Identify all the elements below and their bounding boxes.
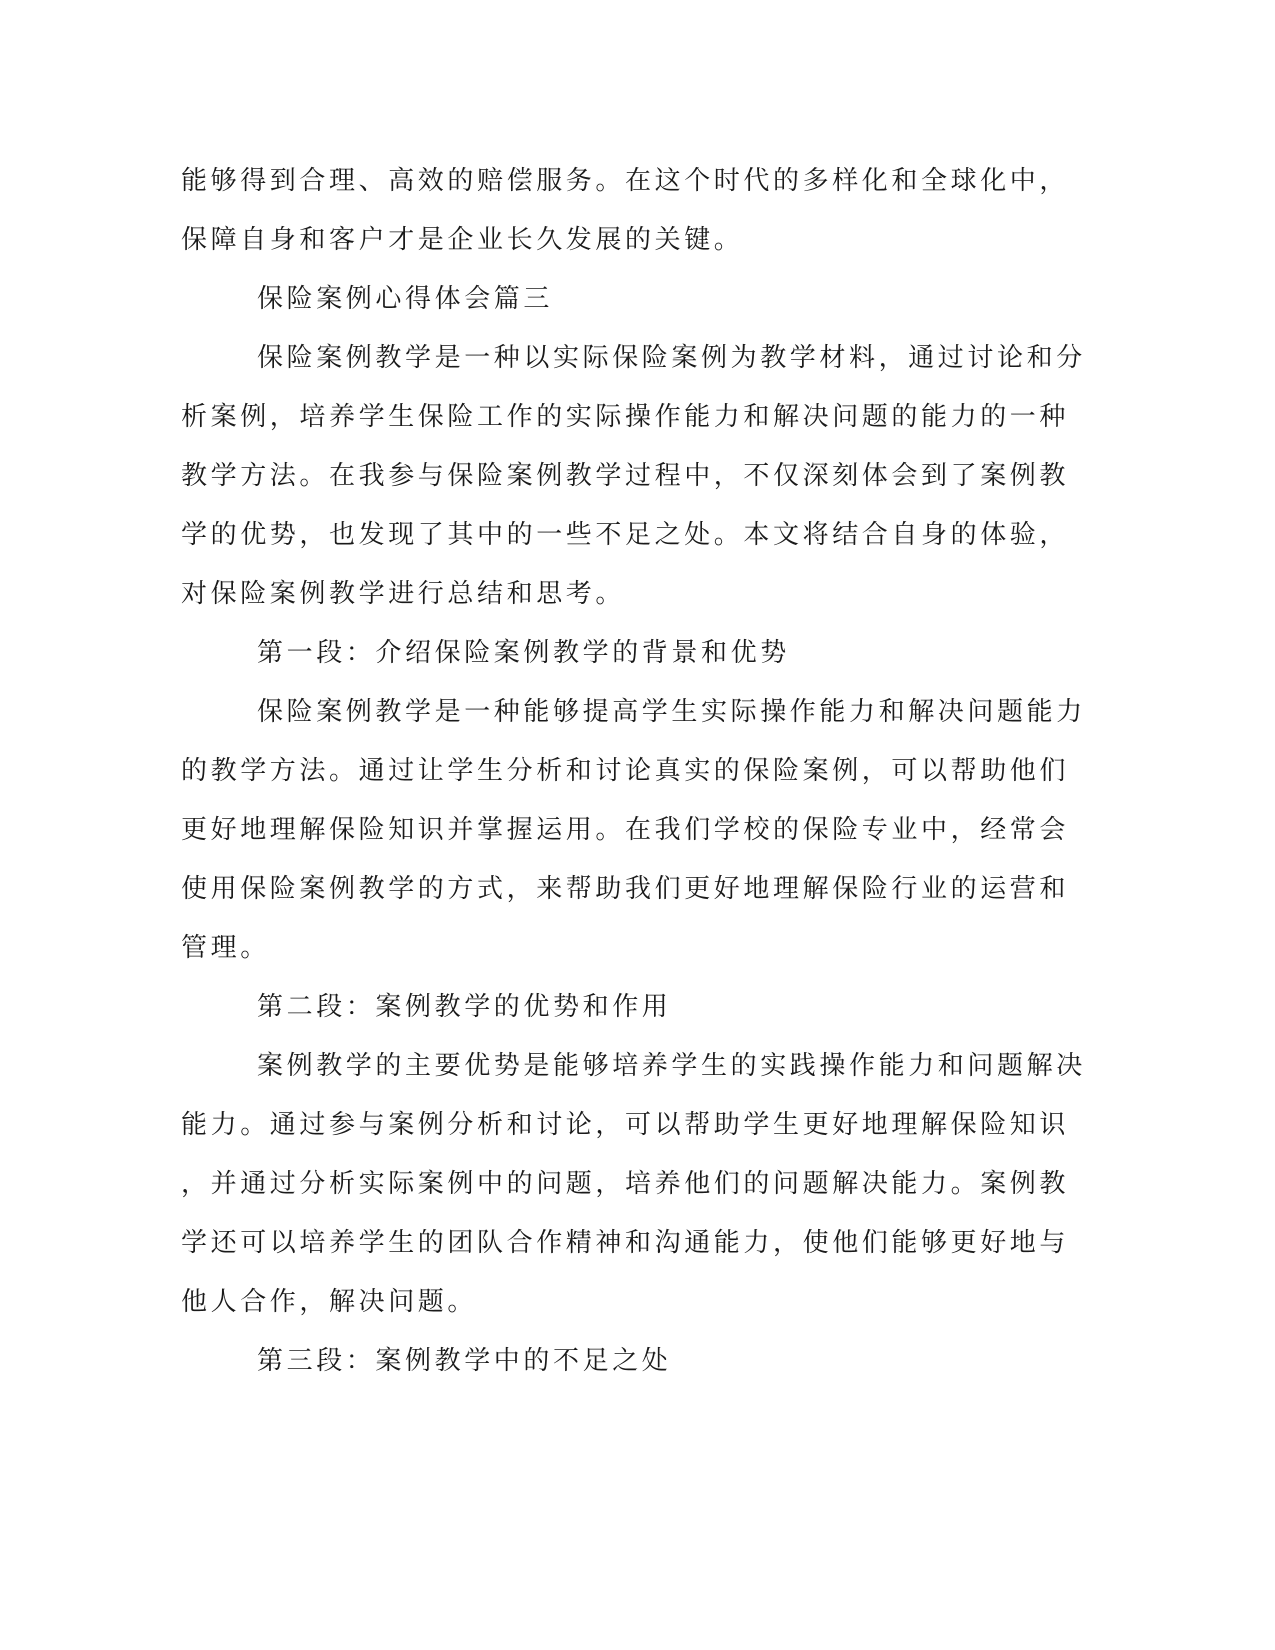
text-line: 学还可以培养学生的团队合作精神和沟通能力，使他们能够更好地与 [181,1228,1070,1258]
text-line: 保障自身和客户才是企业长久发展的关键。 [181,225,744,255]
section-heading: 第三段：案例教学中的不足之处 [257,1346,672,1376]
text-line: 能力。通过参与案例分析和讨论，可以帮助学生更好地理解保险知识 [181,1110,1070,1140]
text-line: 更好地理解保险知识并掌握运用。在我们学校的保险专业中，经常会 [181,815,1070,845]
text-line: 保险案例教学是一种以实际保险案例为教学材料，通过讨论和分 [257,343,1086,373]
text-line: 他人合作，解决问题。 [181,1287,478,1317]
section-heading: 保险案例心得体会篇三 [257,284,554,314]
text-line: 能够得到合理、高效的赔偿服务。在这个时代的多样化和全球化中， [181,166,1070,196]
text-line: ，并通过分析实际案例中的问题，培养他们的问题解决能力。案例教 [181,1169,1070,1199]
text-line: 学的优势，也发现了其中的一些不足之处。本文将结合自身的体验， [181,520,1070,550]
text-line: 管理。 [181,933,270,963]
text-line: 对保险案例教学进行总结和思考。 [181,579,626,609]
text-line: 使用保险案例教学的方式，来帮助我们更好地理解保险行业的运营和 [181,874,1070,904]
text-line: 析案例，培养学生保险工作的实际操作能力和解决问题的能力的一种 [181,402,1070,432]
text-line: 教学方法。在我参与保险案例教学过程中，不仅深刻体会到了案例教 [181,461,1070,491]
section-heading: 第一段：介绍保险案例教学的背景和优势 [257,638,790,668]
text-line: 的教学方法。通过让学生分析和讨论真实的保险案例，可以帮助他们 [181,756,1070,786]
text-line: 保险案例教学是一种能够提高学生实际操作能力和解决问题能力 [257,697,1086,727]
text-line: 案例教学的主要优势是能够培养学生的实践操作能力和问题解决 [257,1051,1086,1081]
section-heading: 第二段：案例教学的优势和作用 [257,992,672,1022]
